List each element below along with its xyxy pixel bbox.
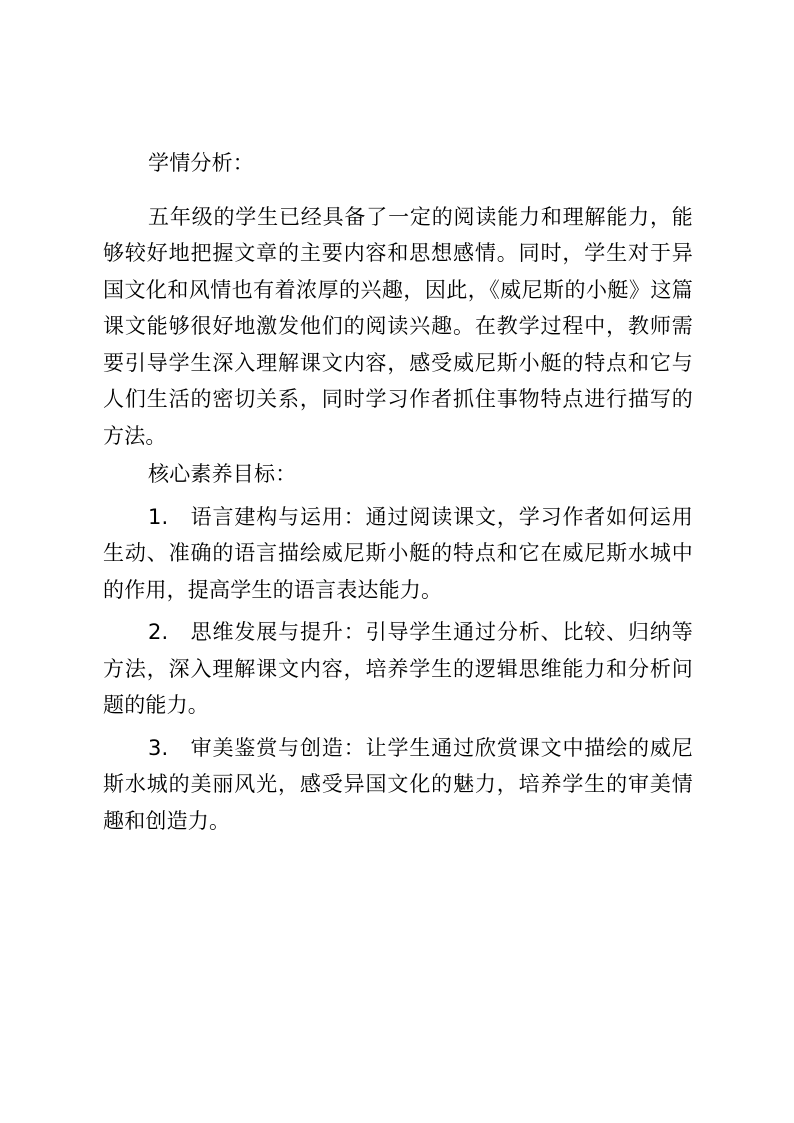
goal-text: 语言建构与运用：通过阅读课文，学习作者如何运用生动、准确的语言描绘威尼斯小艇的特点和它在威尼斯水城中的作用，提高学生的语言表达能力。	[103, 504, 693, 602]
goal-item-3	[103, 730, 693, 840]
goal-item-1	[103, 499, 693, 609]
goal-number: 2.	[148, 620, 169, 644]
goal-text: 审美鉴赏与创造：让学生通过欣赏课文中描绘的威尼斯水城的美丽风光，感受异国文化的魅力，培养学生的审美情趣和创造力。	[103, 735, 693, 833]
goal-item-2	[103, 614, 693, 724]
goal-number: 1.	[148, 504, 169, 529]
goal-text: 思维发展与提升：引导学生通过分析、比较、归纳等方法，深入理解课文内容，培养学生的逻辑思维能力和分析问题的能力。	[103, 620, 693, 717]
analysis-paragraph: 五年级的学生已经具备了一定的阅读能力和理解能力，能够较好地把握文章的主要内容和思想感情。同时，学生对于异国文化和风情也有着浓厚的兴趣，因此，《威尼斯的小艇》这篇课文能够很好地激发他们的阅读兴趣。在教学过程中，教师需要引导学生深入理解课文内容，感受威尼斯小艇的特点和它与人们生活的密切关系，同时学习作者抓住事物特点进行描写的方法。	[103, 204, 693, 448]
analysis-heading: 学情分析：	[148, 151, 254, 175]
goals-heading: 核心素养目标：	[148, 462, 297, 486]
goal-number: 3.	[148, 735, 169, 760]
document-body	[103, 145, 693, 845]
